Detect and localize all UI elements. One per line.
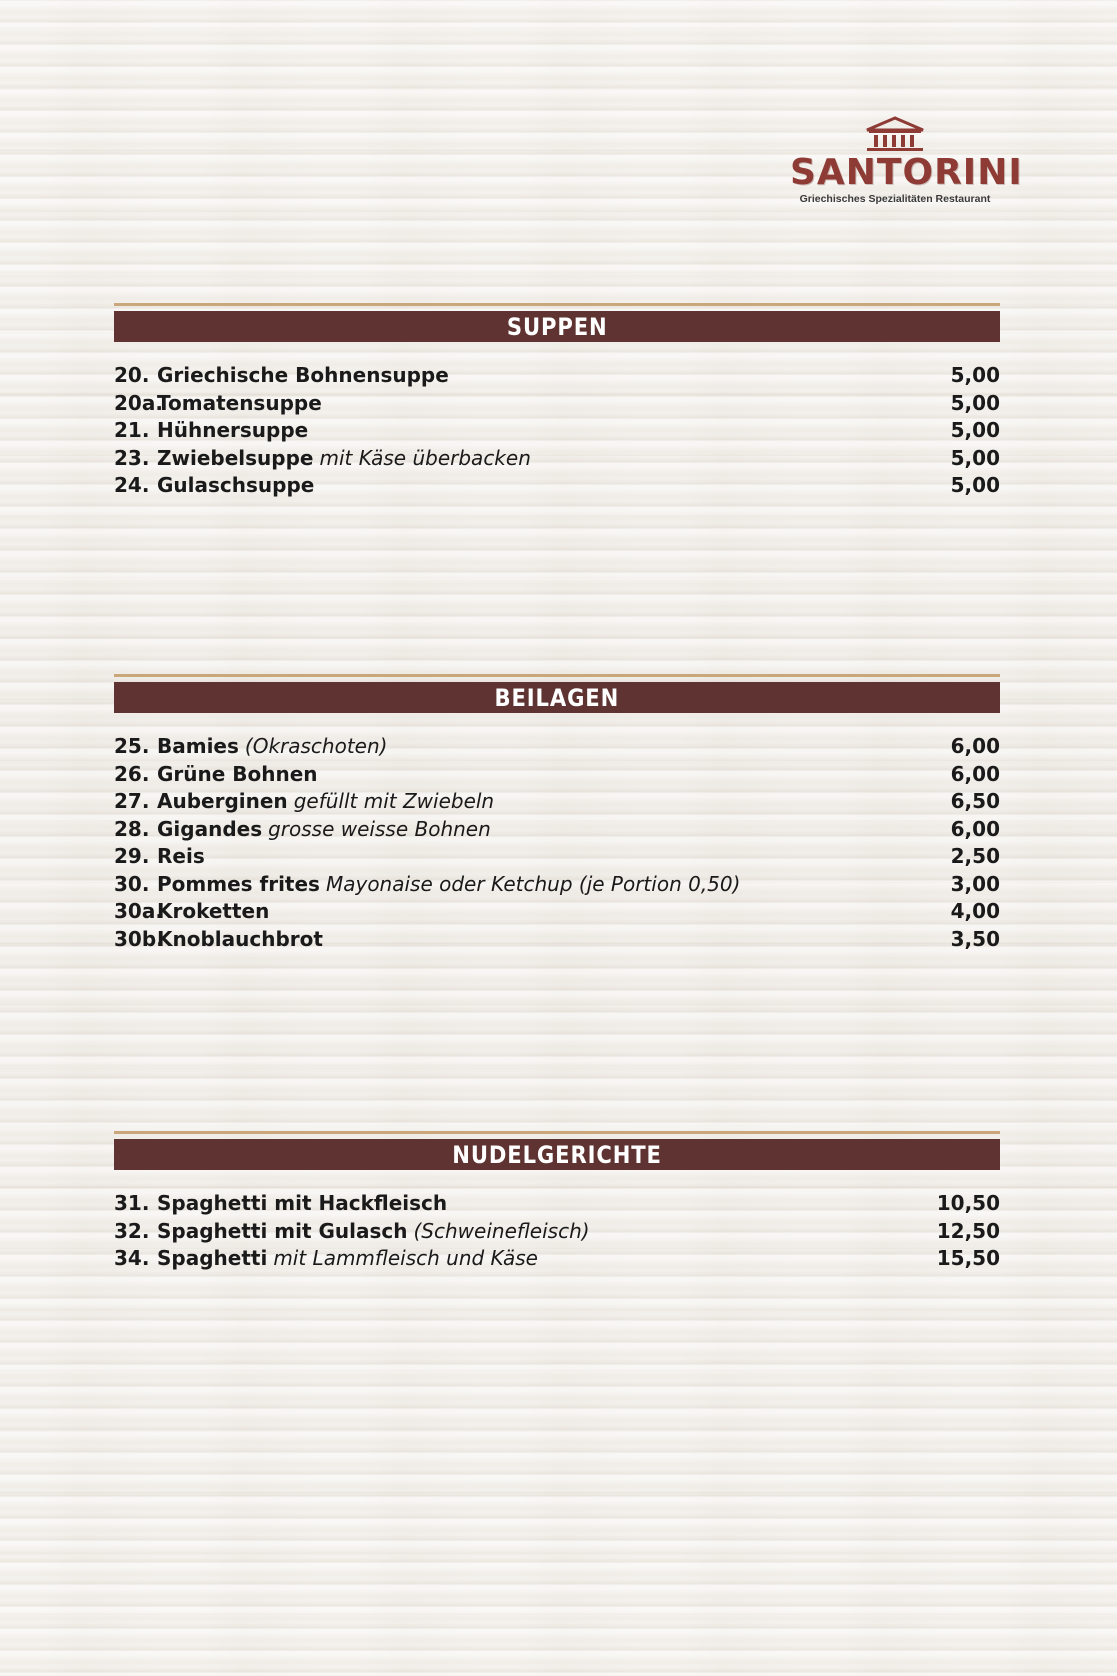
item-number: 29.: [114, 844, 150, 868]
item-name: Griechische Bohnensuppe: [157, 363, 449, 387]
item-name: Gulaschsuppe: [157, 473, 315, 497]
item-price: 5,00: [950, 418, 1000, 442]
item-number: 21.: [114, 418, 150, 442]
item-price: 5,00: [950, 390, 1000, 415]
item-description: Mayonaise oder Ketchup (je Portion 0,50): [325, 871, 741, 896]
item-name: Bamies: [157, 734, 239, 758]
item-name: Tomatensuppe: [157, 390, 322, 415]
menu-item: [114, 843, 1000, 871]
item-number: 20a.: [114, 390, 163, 415]
section-title: NUDELGERICHTE: [452, 1141, 662, 1169]
section-title: BEILAGEN: [494, 684, 620, 712]
section-nudelgerichte: [114, 1131, 1000, 1273]
item-number: 24.: [114, 473, 150, 497]
item-price: 5,00: [950, 473, 1000, 497]
item-description: grosse weisse Bohnen: [268, 816, 491, 841]
item-name: Spaghetti mit Gulasch: [157, 1218, 408, 1243]
item-name: Grüne Bohnen: [157, 761, 318, 786]
section-title: SUPPEN: [506, 313, 608, 341]
item-price: 5,00: [950, 363, 1000, 387]
item-description: mit Käse überbacken: [319, 445, 531, 470]
item-number: 31.: [114, 1191, 150, 1215]
menu-item: [114, 417, 1000, 445]
menu-item: [114, 788, 1000, 816]
item-name: Auberginen: [157, 789, 288, 813]
item-number: 28.: [114, 816, 150, 841]
item-price: 10,50: [936, 1191, 1000, 1215]
menu-item: [114, 445, 1000, 473]
item-number: 20.: [114, 363, 150, 387]
item-price: 6,50: [950, 789, 1000, 813]
menu-item: [114, 733, 1000, 761]
item-description: (Schweinefleisch): [413, 1218, 590, 1243]
section-suppen: [114, 303, 1000, 500]
menu-item: [114, 1190, 1000, 1218]
menu-item: [114, 1218, 1000, 1246]
restaurant-logo: [790, 116, 1023, 206]
item-description: gefüllt mit Zwiebeln: [293, 789, 495, 813]
item-price: 3,00: [950, 871, 1000, 896]
item-name: Pommes frites: [157, 871, 320, 896]
restaurant-name: SANTORINI: [790, 152, 1023, 193]
menu-item: [114, 362, 1000, 390]
item-number: 23.: [114, 445, 150, 470]
section-divider: [114, 303, 1000, 306]
item-name: Kroketten: [157, 899, 270, 923]
item-price: 3,50: [950, 926, 1000, 951]
item-name: Spaghetti: [157, 1246, 268, 1270]
menu-item: [114, 1245, 1000, 1273]
item-number: 26.: [114, 761, 150, 786]
item-name: Hühnersuppe: [157, 418, 309, 442]
menu-item: [114, 472, 1000, 500]
item-name: Knoblauchbrot: [157, 926, 323, 951]
item-number: 25.: [114, 734, 150, 758]
item-price: 15,50: [936, 1246, 1000, 1270]
section-divider: [114, 1131, 1000, 1134]
menu-item: [114, 816, 1000, 844]
item-number: 30a.: [114, 899, 163, 923]
section-header: [114, 311, 1000, 342]
item-name: Gigandes: [157, 816, 263, 841]
menu-item: [114, 761, 1000, 789]
menu-item: [114, 871, 1000, 899]
item-price: 6,00: [950, 816, 1000, 841]
item-price: 6,00: [950, 761, 1000, 786]
menu-item: [114, 390, 1000, 418]
item-number: 30b.: [114, 926, 164, 951]
restaurant-tagline: Griechisches Spezialitäten Restaurant: [799, 193, 991, 205]
section-divider: [114, 674, 1000, 677]
item-price: 4,00: [950, 899, 1000, 923]
item-name: Reis: [157, 844, 205, 868]
item-price: 2,50: [950, 844, 1000, 868]
section-header: [114, 682, 1000, 713]
menu-item: [114, 898, 1000, 926]
item-description: mit Lammfleisch und Käse: [273, 1246, 538, 1270]
item-price: 12,50: [936, 1218, 1000, 1243]
temple-icon: [863, 116, 927, 152]
item-price: 5,00: [950, 445, 1000, 470]
item-description: (Okraschoten): [244, 734, 388, 758]
item-price: 6,00: [950, 734, 1000, 758]
section-header: [114, 1139, 1000, 1170]
menu-list: [114, 1190, 1000, 1273]
menu-list: [114, 362, 1000, 500]
menu-list: [114, 733, 1000, 953]
item-name: Spaghetti mit Hackfleisch: [157, 1191, 448, 1215]
item-number: 30.: [114, 871, 150, 896]
section-beilagen: [114, 674, 1000, 953]
item-number: 32.: [114, 1218, 150, 1243]
menu-item: [114, 926, 1000, 954]
item-number: 34.: [114, 1246, 150, 1270]
item-name: Zwiebelsuppe: [157, 445, 314, 470]
item-number: 27.: [114, 789, 150, 813]
